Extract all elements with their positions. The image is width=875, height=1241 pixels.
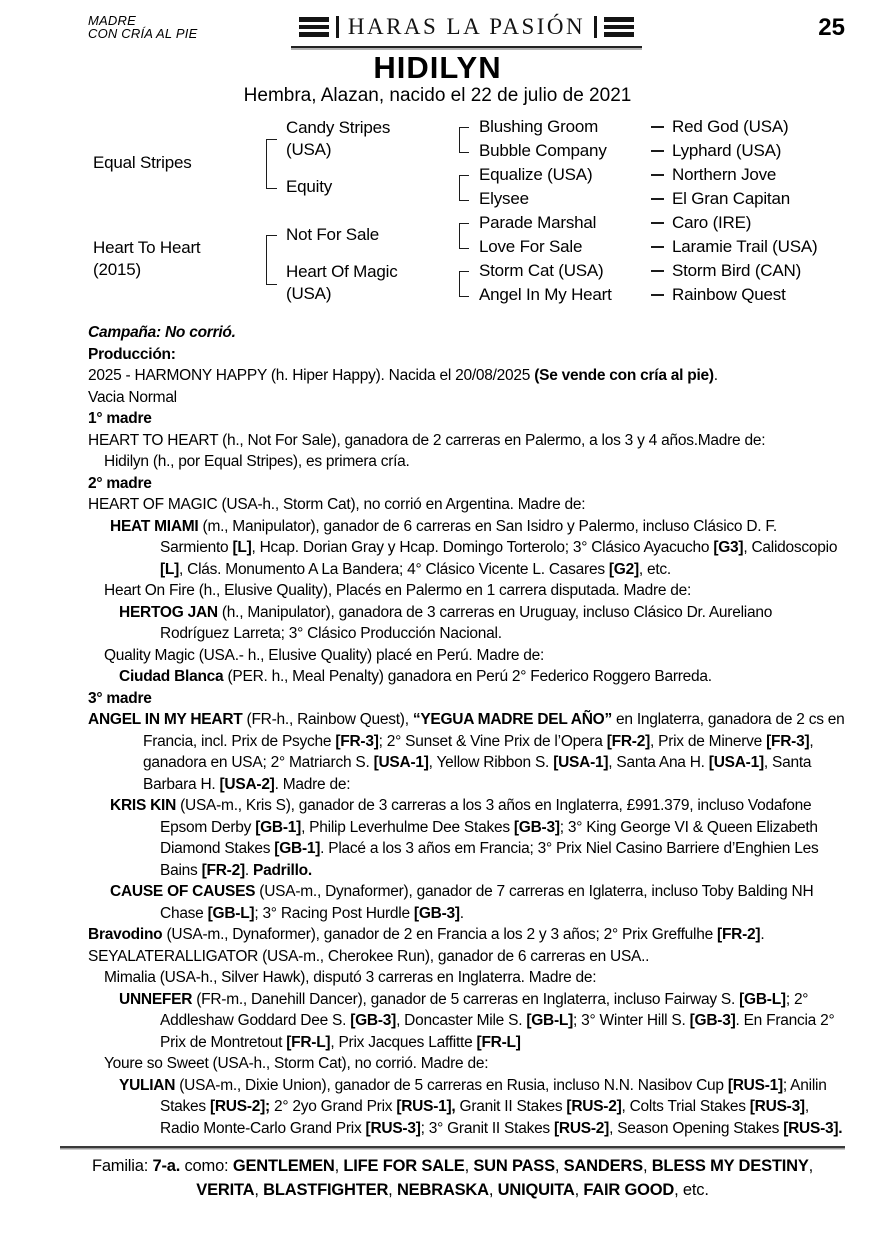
pedigree-gen3-name: Angel In My Heart <box>479 285 612 304</box>
pedigree-bracket <box>459 127 469 153</box>
text-run: [USA-1] <box>373 754 429 771</box>
family-divider <box>60 1146 845 1148</box>
text-run: , <box>388 1181 397 1199</box>
text-run: , Calidoscopio <box>743 539 838 556</box>
text-run: [GB-L] <box>739 990 786 1008</box>
text-run: como: <box>180 1157 233 1175</box>
text-run: , etc. <box>674 1181 709 1199</box>
brand-logo <box>291 12 641 48</box>
text-run: [L] <box>232 539 252 556</box>
pedigree-gen4-name: Caro (IRE) <box>672 213 752 232</box>
text-run: YULIAN <box>119 1076 176 1094</box>
text-run: HEAT MIAMI <box>110 517 199 535</box>
text-run: , Yellow Ribbon S. <box>428 754 554 771</box>
offspring-unnefer <box>88 989 845 1054</box>
text-run: Bravodino <box>88 926 163 943</box>
text-run: BLASTFIGHTER <box>263 1181 389 1199</box>
text-run: . <box>713 367 718 384</box>
pedigree-gen2-name: Heart Of Magic (USA) <box>286 262 398 303</box>
text-run: [G3] <box>713 539 744 556</box>
text-run: , <box>554 1157 564 1175</box>
text-run: UNNEFER <box>119 990 193 1008</box>
text-run: ; 2° Addleshaw Goddard Dee S. <box>160 990 809 1029</box>
text-run: , <box>488 1181 498 1199</box>
pedigree-bracket <box>266 235 277 285</box>
production-heading <box>88 344 845 366</box>
offspring-bravodino <box>88 924 845 946</box>
pedigree-dash <box>651 150 664 152</box>
text-run: , <box>334 1157 344 1175</box>
sale-condition-note <box>88 12 197 40</box>
text-run: UNIQUITA <box>497 1181 575 1199</box>
text-run: , Santa Barbara H. <box>143 754 812 793</box>
text-run: HEART TO HEART (h., Not For Sale), ganadora de 2 carreras en Palermo, a los 3 y 4 años.Madre de: <box>88 431 766 449</box>
sale-condition-line1: MADRE <box>88 13 136 28</box>
pedigree-gen3-name: Bubble Company <box>479 141 607 160</box>
text-run: . En Francia 2° Prix de Montretout <box>160 1012 835 1051</box>
text-run: SUN PASS <box>473 1157 555 1175</box>
text-run: Padrillo. <box>253 861 312 879</box>
text-run: Granit II Stakes <box>455 1098 567 1115</box>
stripes-left-icon <box>299 17 329 37</box>
stripes-right-icon <box>604 17 634 37</box>
pedigree-dash <box>651 270 664 272</box>
text-run: FAIR GOOD <box>583 1181 675 1199</box>
text-run: 2° madre <box>88 474 152 492</box>
text-run: 2° 2yo Grand Prix <box>269 1098 397 1115</box>
offspring-hertog-jan <box>88 602 845 645</box>
text-run: [FR-2] <box>606 732 650 750</box>
text-run: Youre so Sweet (USA-h., Storm Cat), no corrió. Madre de: <box>104 1055 489 1072</box>
text-run: KRIS KIN <box>110 797 177 814</box>
pedigree-bracket <box>459 175 469 201</box>
text-run: , Doncaster Mile S. <box>396 1012 527 1029</box>
vertical-bar-right-icon <box>594 16 597 38</box>
offspring-heat-miami <box>88 516 845 581</box>
pedigree-dash <box>651 246 664 248</box>
text-run: Familia: <box>91 1157 153 1175</box>
first-dam <box>88 430 845 452</box>
text-run: , Clás. Monumento A La Bandera; 4° Clásico Vicente L. Casares <box>179 560 609 578</box>
pedigree-gen4-name: Storm Bird (CAN) <box>672 261 802 280</box>
text-run: [GB-3] <box>689 1012 736 1029</box>
text-run: . <box>760 926 765 943</box>
offspring-kris-kin <box>88 795 845 881</box>
text-run: (m., Manipulator), ganador de 6 carreras en San Isidro y Palermo, incluso Clásico D. F. Sarmiento <box>160 517 777 556</box>
production-2025 <box>88 365 845 387</box>
text-run: [L] <box>160 560 180 578</box>
text-run: SEYALATERALLIGATOR (USA-m., Cherokee Run), ganador de 6 carreras en USA.. <box>88 947 650 965</box>
text-run: Heart On Fire (h., Elusive Quality), Placés en Palermo en 1 carrera disputada. Madre de: <box>104 582 692 599</box>
text-run: [RUS-2] <box>554 1119 610 1137</box>
text-run: “YEGUA MADRE DEL AÑO” <box>412 711 612 728</box>
text-run: . <box>459 904 464 922</box>
pedigree-dash <box>651 198 664 200</box>
text-run: Quality Magic (USA.- h., Elusive Quality) placé en Perú. Madre de: <box>104 646 545 664</box>
pedigree-gen2-name: Candy Stripes (USA) <box>286 118 391 159</box>
text-run: (USA-m., Dynaformer), ganador de 2 en Francia a los 2 y 3 años; 2° Prix Greffulhe <box>162 926 718 943</box>
pedigree-bracket <box>459 223 469 249</box>
pedigree-gen2-name: Equity <box>286 177 333 196</box>
text-run: , <box>642 1157 652 1175</box>
pedigree-bracket <box>266 139 277 189</box>
text-run: BLESS MY DESTINY <box>651 1157 809 1175</box>
text-run: NEBRASKA <box>396 1181 489 1199</box>
text-run: [RUS-3] <box>749 1098 805 1115</box>
pedigree-gen4-name: Lyphard (USA) <box>672 141 782 160</box>
text-run: [FR-L] <box>476 1033 521 1051</box>
third-dam <box>88 709 845 795</box>
sale-condition-line2: CON CRÍA AL PIE <box>88 26 198 41</box>
text-run: , Prix de Minerve <box>650 732 767 750</box>
text-run: , Hcap. Dorian Gray y Hcap. Domingo Torterolo; 3° Clásico Ayacucho <box>251 539 714 556</box>
pedigree-dash <box>651 222 664 224</box>
second-dam-heading <box>88 473 845 495</box>
text-run: LIFE FOR SALE <box>343 1157 465 1175</box>
pedigree-gen3-name: Parade Marshal <box>479 213 597 232</box>
brand-name: HARAS LA PASIÓN <box>347 14 586 39</box>
pedigree-dash <box>651 126 664 128</box>
text-run: [RUS-2]; <box>209 1098 270 1115</box>
pedigree-dash <box>651 294 664 296</box>
text-run: (h., Manipulator), ganadora de 3 carreras en Uruguay, incluso Clásico Dr. Aureliano Rodríguez Larreta; 3° Clásico Producción Nacional. <box>160 603 773 642</box>
text-run: [USA-1] <box>553 754 609 771</box>
text-run: [FR-2] <box>717 926 761 943</box>
pedigree-dash <box>651 174 664 176</box>
text-run: [RUS-3]. <box>783 1119 843 1137</box>
family-note <box>60 1154 845 1202</box>
text-run: [RUS-1], <box>396 1098 456 1115</box>
text-run: 7-a. <box>152 1157 181 1175</box>
text-run: ; Anilin Stakes <box>160 1076 827 1115</box>
pedigree-gen3-name: Storm Cat (USA) <box>479 261 604 280</box>
pedigree-gen1-name: Heart To Heart (2015) <box>93 238 201 279</box>
pedigree-gen3-name: Elysee <box>479 189 529 208</box>
text-run: VERITA <box>196 1181 255 1199</box>
text-run: 3° madre <box>88 689 152 707</box>
text-run: [GB-1] <box>274 840 321 857</box>
text-run: [GB-3] <box>413 904 460 922</box>
third-dam-heading <box>88 688 845 710</box>
text-run: , Prix Jacques Laffitte <box>330 1033 477 1051</box>
text-run: (USA-m., Dixie Union), ganador de 5 carreras en Rusia, incluso N.N. Nasibov Cup <box>175 1076 728 1094</box>
pedigree-gen4-name: Rainbow Quest <box>672 285 786 304</box>
text-run: 1° madre <box>88 410 152 427</box>
page-header <box>0 0 875 48</box>
pedigree-gen3-name: Equalize (USA) <box>479 165 593 184</box>
mare-status <box>88 387 845 409</box>
vertical-bar-left-icon <box>336 16 339 38</box>
text-run: en Inglaterra, ganadora de 2 cs en Francia, incl. Prix de Psyche <box>143 711 845 750</box>
text-run: Vacia Normal <box>88 388 177 406</box>
text-run: [G2] <box>608 560 639 578</box>
horse-name: HIDILYN <box>373 50 502 85</box>
text-run: (USA-m., Kris S), ganador de 3 carreras a los 3 años en Inglaterra, £991.379, incluso Vodafone Epsom Derby <box>160 797 812 836</box>
pedigree-gen2-name: Not For Sale <box>286 225 380 244</box>
text-run: Campaña: No corrió. <box>88 324 236 341</box>
text-run: , <box>808 1157 814 1175</box>
text-run: ; 3° Racing Post Hurdle <box>254 904 414 922</box>
text-run: 2025 - HARMONY HAPPY (h. Hiper Happy). Nacida el 20/08/2025 <box>88 367 535 384</box>
pedigree-gen3-name: Blushing Groom <box>479 117 599 136</box>
text-run: (FR-h., Rainbow Quest), <box>242 711 413 728</box>
text-run: (PER. h., Meal Penalty) ganadora en Perú 2° Federico Roggero Barreda. <box>223 668 712 685</box>
text-run: Mimalia (USA-h., Silver Hawk), disputó 3 carreras en Inglaterra. Madre de: <box>104 969 597 986</box>
pedigree-gen4-name: Laramie Trail (USA) <box>672 237 818 256</box>
horse-description: Hembra, Alazan, nacido el 22 de julio de 2021 <box>243 85 632 106</box>
text-run: [RUS-1] <box>727 1076 783 1094</box>
offspring-yulian <box>88 1075 845 1140</box>
pedigree-chart <box>0 114 875 316</box>
text-run: [GB-L] <box>207 904 255 922</box>
text-run: (USA-m., Dynaformer), ganador de 7 carreras en Iglaterra, incluso Toby Balding NH Chase <box>160 883 814 922</box>
text-run: [RUS-3] <box>365 1119 421 1137</box>
text-run: (Se vende con cría al pie) <box>534 367 714 384</box>
first-dam-offspring <box>88 451 845 473</box>
text-run: [FR-2] <box>201 861 245 879</box>
text-run: , etc. <box>638 560 671 578</box>
text-run: , Season Opening Stakes <box>609 1119 784 1137</box>
text-run: . <box>244 861 253 879</box>
text-run: , <box>254 1181 264 1199</box>
text-run: [USA-1] <box>708 754 764 771</box>
pedigree-gen4-name: Red God (USA) <box>672 117 789 136</box>
pedigree-gen1-name: Equal Stripes <box>93 153 192 172</box>
text-run: [USA-2] <box>219 775 275 793</box>
offspring-cause-of-causes <box>88 881 845 924</box>
text-run: CAUSE OF CAUSES <box>110 883 256 900</box>
text-run: [FR-3] <box>335 732 379 750</box>
text-run: ; 3° Winter Hill S. <box>573 1012 690 1029</box>
text-run: [FR-3] <box>766 732 810 750</box>
text-run: ANGEL IN MY HEART <box>88 711 243 728</box>
text-run: [RUS-2] <box>566 1098 622 1115</box>
text-run: [FR-L] <box>286 1033 331 1051</box>
text-run: ; 3° King George VI & Queen Elizabeth Diamond Stakes <box>160 818 818 857</box>
text-run: , <box>464 1157 474 1175</box>
pedigree-bracket <box>459 271 469 297</box>
campaign-line <box>88 322 845 344</box>
text-run: [GB-3] <box>513 818 560 836</box>
text-run: , Radio Monte-Carlo Grand Prix <box>160 1098 809 1137</box>
second-dam <box>88 494 845 516</box>
text-run: ; 3° Granit II Stakes <box>420 1119 554 1137</box>
text-run: , Philip Leverhulme Dee Stakes <box>301 818 514 836</box>
first-dam-heading <box>88 408 845 430</box>
text-run: ; 2° Sunset & Vine Prix de l’Opera <box>378 732 607 750</box>
offspring-seyalateralligator <box>88 946 845 968</box>
page-number: 25 <box>818 14 845 41</box>
brand-logo-row <box>299 14 633 40</box>
text-run: [GB-3] <box>350 1012 397 1029</box>
text-run: HERTOG JAN <box>119 603 218 621</box>
pedigree-gen4-name: Northern Jove <box>672 165 777 184</box>
text-run: SANDERS <box>563 1157 643 1175</box>
offspring-quality-magic <box>88 645 845 667</box>
text-run: . Madre de: <box>274 775 351 793</box>
text-run: , Colts Trial Stakes <box>621 1098 750 1115</box>
text-run: Ciudad Blanca <box>119 668 224 685</box>
pedigree-gen4-name: El Gran Capitan <box>672 189 790 208</box>
text-run: Hidilyn (h., por Equal Stripes), es primera cría. <box>104 453 410 470</box>
text-run: GENTLEMEN <box>232 1157 335 1175</box>
offspring-ciudad-blanca <box>88 666 845 688</box>
offspring-mimalia <box>88 967 845 989</box>
text-run: Producción: <box>88 345 176 363</box>
text-run: . Placé a los 3 años em Francia; 3° Prix Niel Casino Barriere d’Enghien Les Bains <box>160 840 819 879</box>
pedigree-gen3-name: Love For Sale <box>479 237 583 256</box>
text-run: , Santa Ana H. <box>608 754 709 771</box>
offspring-heart-on-fire <box>88 580 845 602</box>
text-run: [GB-1] <box>255 818 302 836</box>
offspring-youre-so-sweet <box>88 1053 845 1075</box>
text-run: , <box>574 1181 584 1199</box>
text-run: (FR-m., Danehill Dancer), ganador de 5 carreras en Inglaterra, incluso Fairway S. <box>192 990 740 1008</box>
text-run: [GB-L] <box>526 1012 574 1029</box>
record-section <box>88 322 845 1139</box>
text-run: , ganadora en USA; 2° Matriarch S. <box>143 732 814 771</box>
text-run: HEART OF MAGIC (USA-h., Storm Cat), no corrió en Argentina. Madre de: <box>88 496 586 513</box>
